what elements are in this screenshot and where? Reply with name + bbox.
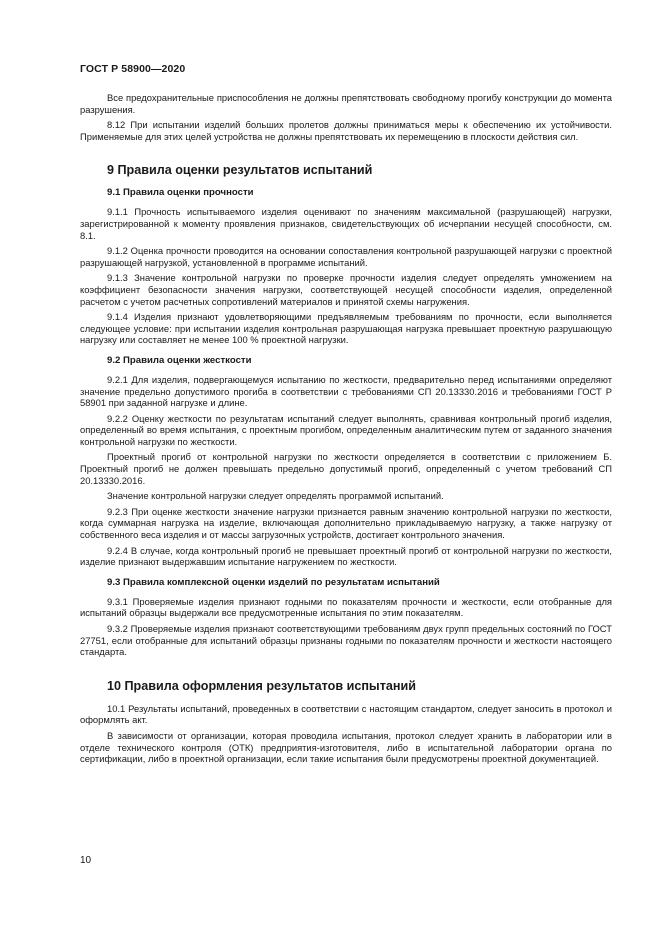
paragraph: 9.3.2 Проверяемые изделия признают соответствующими требованиям двух групп предельных состояний по ГОСТ 27751, если отобранные для испытаний образцы признаны годными по показателям прочности и жесткости настоящего стандарта. [80, 623, 612, 658]
paragraph: В зависимости от организации, которая проводила испытания, протокол следует хранить в лаборатории или в отделе технического контроля (ОТК) предприятия-изготовителя, либо в испытательной лаборатории органа по сертификации, либо в проектной организации, если такие испытания были предусмотрены проектной документацией. [80, 729, 612, 765]
paragraph: 9.2.3 При оценке жесткости значение нагрузки признается равным значению контрольной нагрузки по жесткости, когда суммарная нагрузка на изделие, включающая дополнительно прикладываемую нагрузку, а также нагрузку от собственного веса изделия и от массы загрузочных устройств, достигает контрольного значения. [80, 505, 612, 541]
section-heading: 10 Правила оформления результатов испытаний [107, 678, 416, 693]
paragraph: Все предохранительные приспособления не должны препятствовать свободному прогибу конструкции до момента разрушения. [80, 92, 612, 115]
subsection-heading: 9.3 Правила комплексной оценки изделий по результатам испытаний [107, 576, 440, 588]
document-body [80, 92, 612, 769]
paragraph: 10.1 Результаты испытаний, проведенных в соответствии с настоящим стандартом, следует заносить в протокол и оформлять акт. [80, 702, 612, 726]
paragraph: 9.1.1 Прочность испытываемого изделия оценивают по значениям максимальной (разрушающей) нагрузки, зарегистрированной к моменту проявления признаков, свидетельствующих об исчерпании несущей способности, см. 8.1. [80, 206, 612, 241]
paragraph: 9.1.4 Изделия признают удовлетворяющими предъявляемым требованиям по прочности, если выполняется следующее условие: при испытании изделия контрольная разрушающая нагрузка превышает проектную разрушающую нагрузку или составляет не менее 100 % проектной нагрузки. [80, 311, 612, 346]
page-number: 10 [80, 855, 92, 866]
paragraph: Значение контрольной нагрузки следует определять программой испытаний. [107, 490, 444, 502]
paragraph: 9.2.1 Для изделия, подвергающемуся испытанию по жесткости, предварительно перед испытаниями определяют значение предельно допустимого прогиба в соответствии с требованиями СП 20.13330.2016 и требованиями ГОСТ Р 58901 при заданной нагрузке и длине. [80, 373, 612, 409]
subsection-heading: 9.2 Правила оценки жесткости [107, 354, 252, 366]
standard-header: ГОСТ Р 58900—2020 [80, 63, 186, 75]
subsection-heading: 9.1 Правила оценки прочности [107, 187, 254, 199]
paragraph: 8.12 При испытании изделий больших пролетов должны приниматься меры к обеспечению их устойчивости. Применяемые для этих целей устройства не должны препятствовать их перемещению в плоскости действия сил. [80, 119, 612, 142]
section-heading: 9 Правила оценки результатов испытаний [107, 163, 373, 178]
paragraph: 9.2.2 Оценку жесткости по результатам испытаний следует выполнять, сравнивая контрольный прогиб изделия, определенный во время испытания, с проектным прогибом, определенным аналитическим путем от заданного значения контрольной нагрузки по жесткости. [80, 412, 612, 447]
paragraph: 9.3.1 Проверяемые изделия признают годными по показателям прочности и жесткости, если отобранные для испытаний образцы выдержали все предусмотренные испытания по этим показателям. [80, 595, 612, 619]
paragraph: Проектный прогиб от контрольной нагрузки по жесткости определяется в соответствии с приложением Б. Проектный прогиб не должен превышать предельно допустимый прогиб, определенный с учетом требований СП 20.13330.2016. [80, 451, 612, 486]
paragraph: 9.1.3 Значение контрольной нагрузки по проверке прочности изделия следует определять умножением на коэффициент безопасности значения нагрузки, соответствующей несущей способности изделия, определенной расчетом с учетом расчетных сопротивлений материалов и принятой схемы нагружения. [80, 272, 612, 307]
paragraph: 9.2.4 В случае, когда контрольный прогиб не превышает проектный прогиб от контрольной нагрузки по жесткости, изделие признают выдержавшим испытание нагружением по жесткости. [80, 544, 612, 568]
paragraph: 9.1.2 Оценка прочности проводится на основании сопоставления контрольной разрушающей нагрузки с проектной разрушающей нагрузкой, установленной в программе испытаний. [80, 245, 612, 268]
